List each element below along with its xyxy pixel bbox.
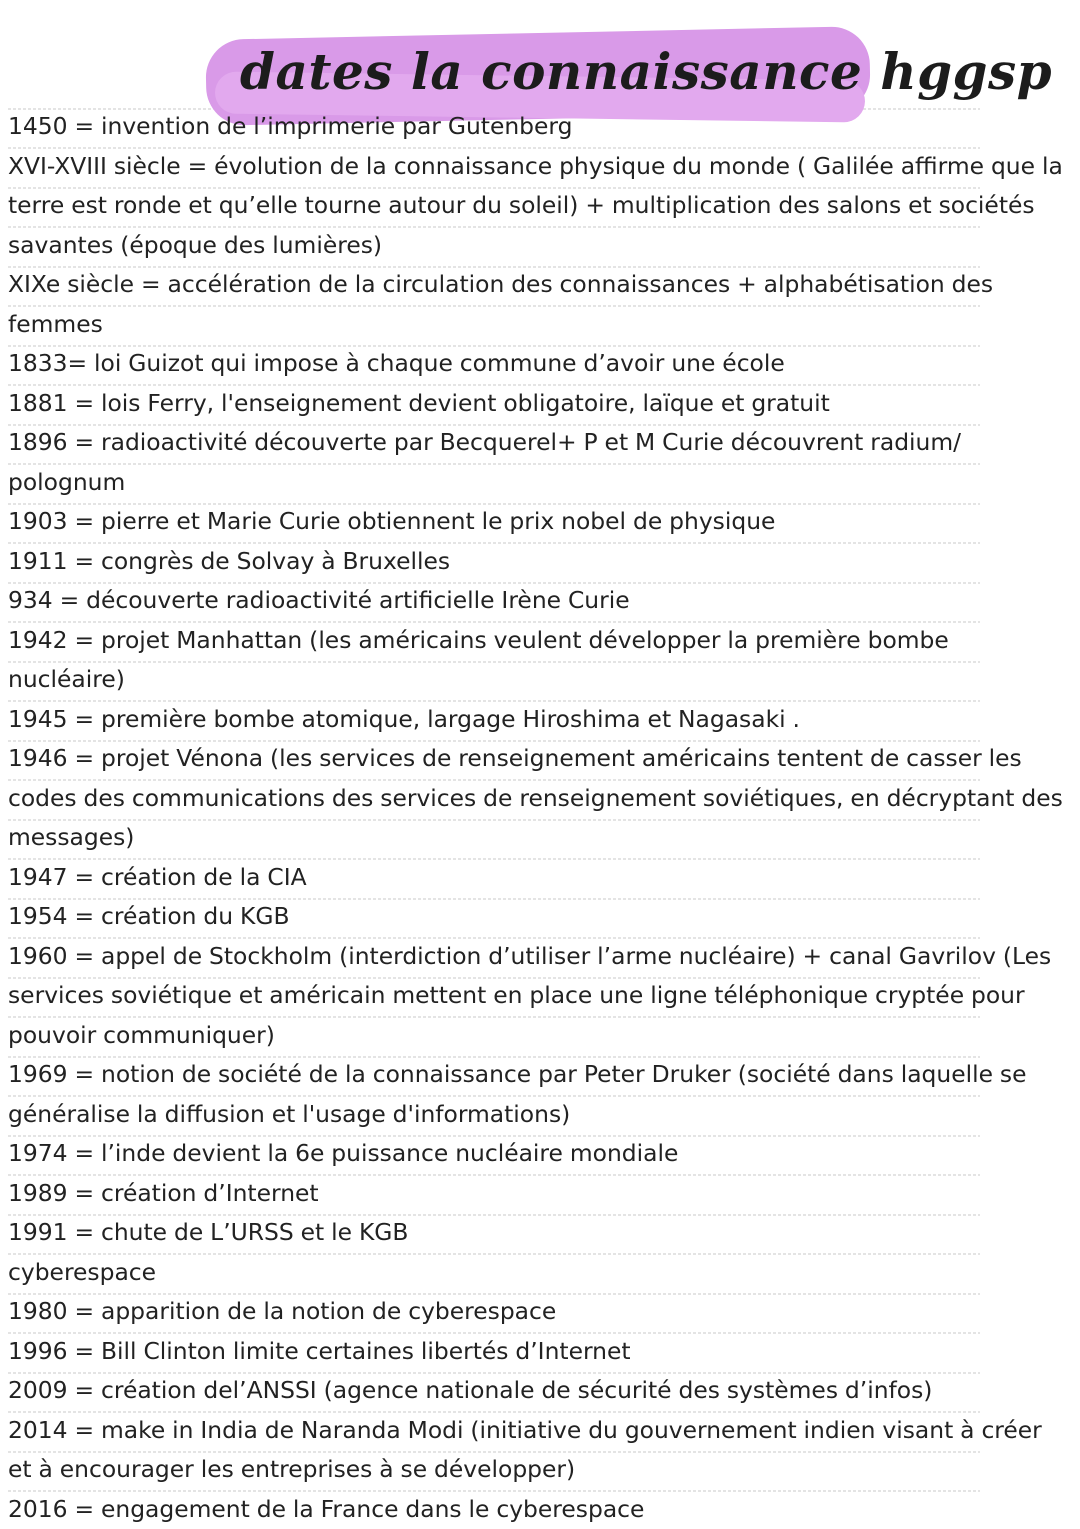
date-entry-1911: 1911 = congrès de Solvay à Bruxelles [8,542,1072,582]
date-entry-1450: 1450 = invention de l’imprimerie par Gutenberg [8,107,1072,147]
page-title: dates la connaissance hggsp [240,42,860,102]
date-entry-1980: 1980 = apparition de la notion de cyberespace [8,1292,1072,1332]
date-entry-1896: 1896 = radioactivité découverte par Becquerel+ P et M Curie découvrent radium/ polognum [8,423,1072,502]
date-entry-1974: 1974 = l’inde devient la 6e puissance nucléaire mondiale [8,1134,1072,1174]
date-entry-1945: 1945 = première bombe atomique, largage Hiroshima et Nagasaki . [8,700,1072,740]
date-entry-1960: 1960 = appel de Stockholm (interdiction d’utiliser l’arme nucléaire) + canal Gavrilov (Les services soviétique et américain mettent en place une ligne téléphonique cryptée pour pouvoir communiquer) [8,937,1072,1056]
date-entry-1947: 1947 = création de la CIA [8,858,1072,898]
date-entry-xvi-xviii: XVI-XVIII siècle = évolution de la connaissance physique du monde ( Galilée affirme que la terre est ronde et qu’elle tourne autour du soleil) + multiplication des salons et sociétés savantes (époque des lumières) [8,147,1072,266]
dates-list [8,107,1072,1529]
date-entry-1991: 1991 = chute de L’URSS et le KGB [8,1213,1072,1253]
date-entry-xixe: XIXe siècle = accélération de la circulation des connaissances + alphabétisation des femmes [8,265,1072,344]
date-entry-1946: 1946 = projet Vénona (les services de renseignement américains tentent de casser les codes des communications des services de renseignement soviétiques, en décryptant des messages) [8,739,1072,858]
date-entry-934: 934 = découverte radioactivité artificielle Irène Curie [8,581,1072,621]
date-entry-2014: 2014 = make in India de Naranda Modi (initiative du gouvernement indien visant à créer et à encourager les entreprises à se développer) [8,1411,1072,1490]
date-entry-1833: 1833= loi Guizot qui impose à chaque commune d’avoir une école [8,344,1072,384]
date-entry-1903: 1903 = pierre et Marie Curie obtiennent le prix nobel de physique [8,502,1072,542]
date-entry-1881: 1881 = lois Ferry, l'enseignement devient obligatoire, laïque et gratuit [8,384,1072,424]
date-entry-2016: 2016 = engagement de la France dans le cyberespace [8,1490,1072,1529]
date-entry-1942: 1942 = projet Manhattan (les américains veulent développer la première bombe nucléaire) [8,621,1072,700]
date-entry-1996: 1996 = Bill Clinton limite certaines libertés d’Internet [8,1332,1072,1372]
section-heading-cyberespace: cyberespace [8,1253,1072,1293]
date-entry-2009: 2009 = création del’ANSSI (agence nationale de sécurité des systèmes d’infos) [8,1371,1072,1411]
date-entry-1989: 1989 = création d’Internet [8,1174,1072,1214]
date-entry-1954: 1954 = création du KGB [8,897,1072,937]
date-entry-1969: 1969 = notion de société de la connaissance par Peter Druker (société dans laquelle se généralise la diffusion et l'usage d'informations) [8,1055,1072,1134]
